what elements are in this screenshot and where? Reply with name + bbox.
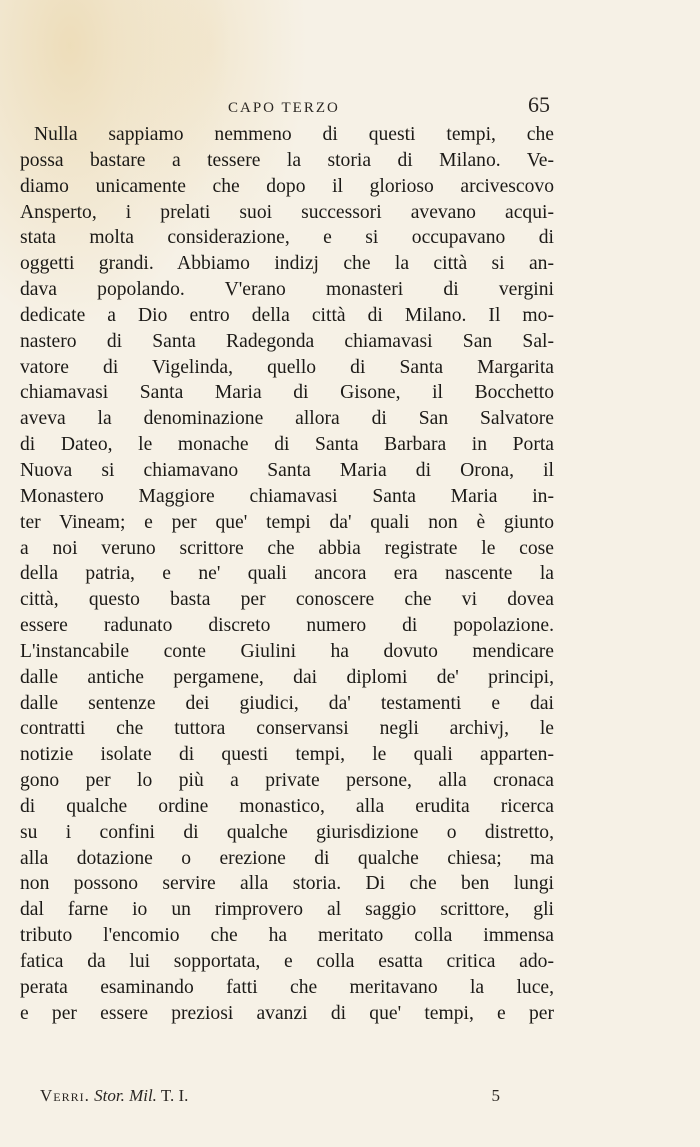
text-line: ter Vineam; e per que' tempi da' quali non è giunto bbox=[20, 511, 554, 533]
text-line: perata esaminando fatti che meritavano la luce, bbox=[20, 976, 554, 998]
text-line: dedicate a Dio entro della città di Milano. Il mo- bbox=[20, 304, 554, 326]
text-line: notizie isolate di questi tempi, le quali apparten- bbox=[20, 744, 554, 766]
text-line: chiamavasi Santa Maria di Gisone, il Bocchetto bbox=[20, 382, 554, 404]
text-line: nastero di Santa Radegonda chiamavasi San Sal- bbox=[20, 330, 554, 352]
text-line: L'instancabile conte Giulini ha dovuto mendicare bbox=[20, 640, 554, 662]
text-line: e per essere preziosi avanzi di que' tempi, e per bbox=[20, 1002, 554, 1024]
text-line: di qualche ordine monastico, alla erudita ricerca bbox=[20, 795, 554, 817]
text-line: non possono servire alla storia. Di che ben lungi bbox=[20, 873, 554, 895]
page-header bbox=[20, 92, 550, 122]
text-line: stata molta considerazione, e si occupavano di bbox=[20, 227, 554, 249]
text-line: dalle sentenze dei giudici, da' testamenti e dai bbox=[20, 692, 554, 714]
page-number: 65 bbox=[528, 92, 550, 117]
text-line: alla dotazione o erezione di qualche chiesa; ma bbox=[20, 847, 554, 869]
text-line: della patria, e ne' quali ancora era nascente la bbox=[20, 563, 554, 585]
text-line: vatore di Vigelinda, quello di Santa Margarita bbox=[20, 356, 554, 378]
footer-signature bbox=[40, 1086, 188, 1106]
text-line: dal farne io un rimprovero al saggio scrittore, gli bbox=[20, 899, 554, 921]
text-line: su i confini di qualche giurisdizione o distretto, bbox=[20, 821, 554, 843]
text-line: di Dateo, le monache di Santa Barbara in Porta bbox=[20, 434, 554, 456]
text-line: oggetti grandi. Abbiamo indizj che la città si an- bbox=[20, 253, 554, 275]
text-line: diamo unicamente che dopo il glorioso arcivescovo bbox=[20, 175, 554, 197]
text-line: Nulla sappiamo nemmeno di questi tempi, che bbox=[34, 124, 554, 145]
text-line: essere radunato discreto numero di popolazione. bbox=[20, 615, 554, 637]
page-footer bbox=[40, 1086, 500, 1114]
text-line: possa bastare a tessere la storia di Milano. Ve- bbox=[20, 149, 554, 171]
body-text bbox=[20, 122, 554, 1027]
text-line: dava popolando. V'erano monasteri di vergini bbox=[20, 279, 554, 301]
footer-title: Stor. Mil. bbox=[94, 1086, 157, 1105]
text-line: fatica da lui sopportata, e colla esatta critica ado- bbox=[20, 951, 554, 972]
text-line: Ansperto, i prelati suoi successori avevano acqui- bbox=[20, 201, 554, 223]
running-head: CAPO TERZO bbox=[228, 100, 340, 116]
text-line: Monastero Maggiore chiamavasi Santa Maria in- bbox=[20, 485, 554, 507]
text-line: Nuova si chiamavano Santa Maria di Orona, il bbox=[20, 459, 554, 481]
text-line: a noi veruno scrittore che abbia registrate le cose bbox=[20, 537, 554, 559]
text-line: contratti che tuttora conservansi negli archivj, le bbox=[20, 718, 554, 740]
signature-mark: 5 bbox=[491, 1086, 500, 1105]
text-line: gono per lo più a private persone, alla cronaca bbox=[20, 770, 554, 792]
text-line: città, questo basta per conoscere che vi dovea bbox=[20, 589, 554, 611]
text-line: aveva la denominazione allora di San Salvatore bbox=[20, 408, 554, 430]
text-line: tributo l'encomio che ha meritato colla immensa bbox=[20, 925, 554, 947]
text-line: dalle antiche pergamene, dai diplomi de' principi, bbox=[20, 666, 554, 688]
footer-volume: T. I. bbox=[160, 1086, 189, 1105]
footer-author: Verri. bbox=[40, 1086, 90, 1105]
